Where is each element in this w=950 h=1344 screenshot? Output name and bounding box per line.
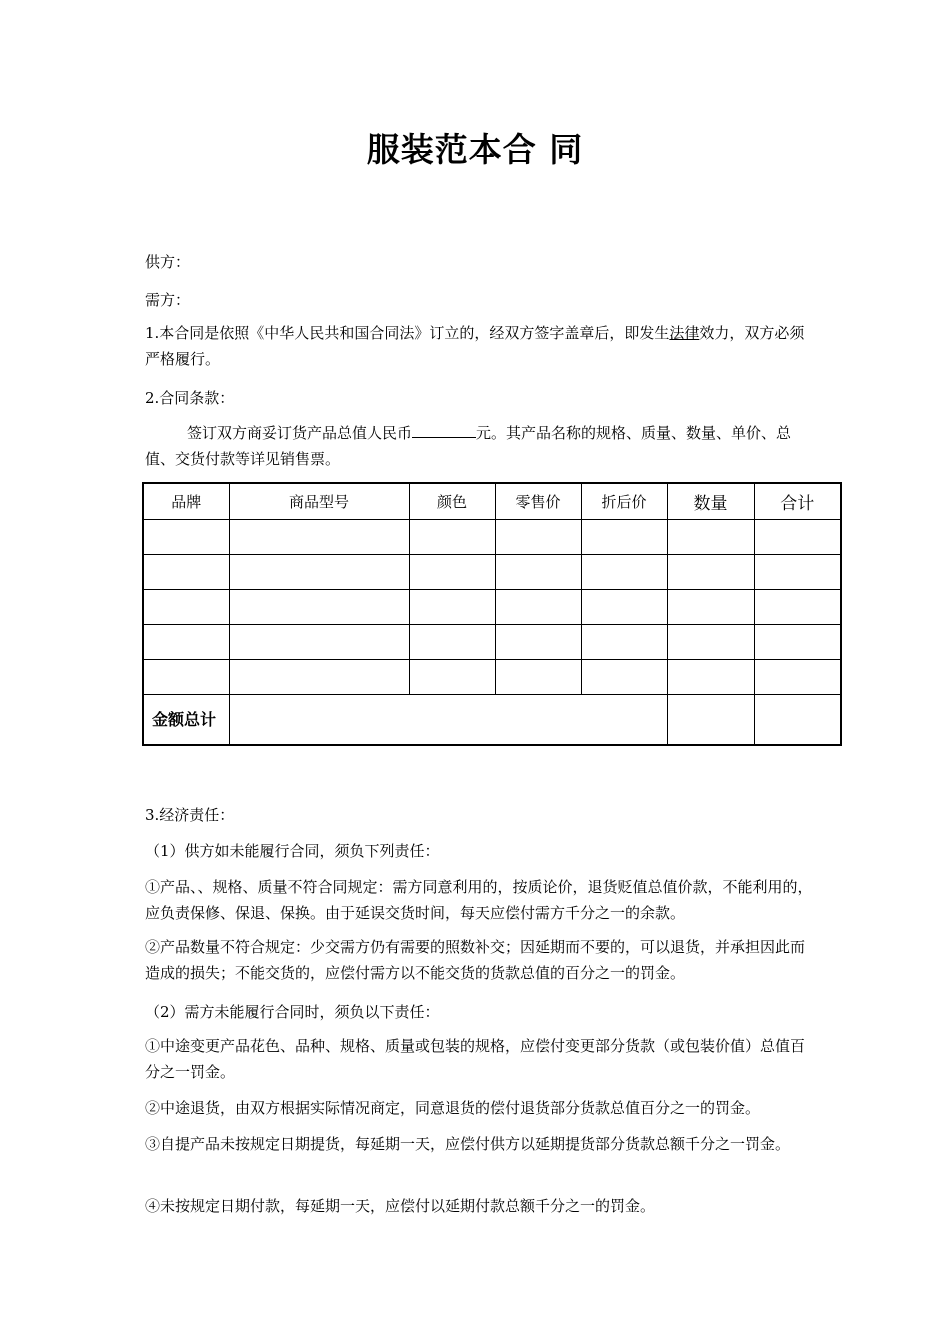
buyer-duty-title: （2）需方未能履行合同时，须负以下责任： (145, 1003, 440, 1021)
buyer-duty-item-4: ④未按规定日期付款，每延期一天，应偿付以延期付款总额千分之一的罚金。 (145, 1197, 656, 1215)
supplier-duty-item-2: ②产品数量不符合规定：少交需方仍有需要的照数补交；因延期而不要的，可以退货，并承担因此而造成的损失；不能交货的，应偿付需方以不能交货的货款总值的百分之一的罚金。 (145, 938, 806, 982)
table-header-row (143, 483, 841, 520)
table-row (143, 555, 841, 590)
header-total: 合计 (754, 483, 841, 520)
header-retail-price: 零售价 (495, 483, 581, 520)
buyer-duty-item-2: ②中途退货，由双方根据实际情况商定，同意退货的偿付退货部分货款总值百分之一的罚金。 (145, 1099, 761, 1117)
header-quantity: 数量 (667, 483, 754, 520)
header-color: 颜色 (409, 483, 495, 520)
goods-table (142, 482, 842, 746)
supplier-duty-title: （1）供方如未能履行合同，须负下列责任： (145, 842, 440, 860)
table-row (143, 625, 841, 660)
table-row (143, 660, 841, 695)
total-label: 金额总计 (143, 695, 229, 746)
header-model: 商品型号 (229, 483, 409, 520)
supplier-duty-item-1: ①产品、、规格、质量不符合同规定：需方同意利用的，按质论价，退货贬值总值价款，不能利用的，应负责保修、保退、保换。由于延误交货时间，每天应偿付需方千分之一的余款。 (145, 878, 813, 922)
table-row (143, 590, 841, 625)
table-total-row (143, 695, 841, 746)
clause-2-body: 签订双方商妥订货产品总值人民币 元。其产品名称的规格、质量、数量、单价、总值、交货付款等详见销售票。 (145, 424, 792, 468)
amount-blank (412, 423, 476, 438)
clause-3-title: 3.经济责任： (145, 806, 235, 824)
clause-1: 1.本合同是依照《中华人民共和国合同法》订立的，经双方签字盖章后，即发生法律效力，双方必须严格履行。 (145, 324, 805, 368)
contract-title: 服装范本合 同 (366, 130, 584, 169)
table-row (143, 520, 841, 555)
header-brand: 品牌 (143, 483, 229, 520)
law-link: 法律 (669, 324, 700, 342)
buyer-duty-item-3: ③自提产品未按规定日期提货，每延期一天，应偿付供方以延期提货部分货款总额千分之一罚金。 (145, 1135, 791, 1153)
clause-2-title: 2.合同条款： (145, 389, 235, 407)
supplier-label: 供方： (145, 253, 191, 271)
header-discount-price: 折后价 (581, 483, 667, 520)
buyer-label: 需方： (145, 291, 191, 309)
buyer-duty-item-1: ①中途变更产品花色、品种、规格、质量或包装的规格，应偿付变更部分货款（或包装价值）总值百分之一罚金。 (145, 1037, 806, 1081)
